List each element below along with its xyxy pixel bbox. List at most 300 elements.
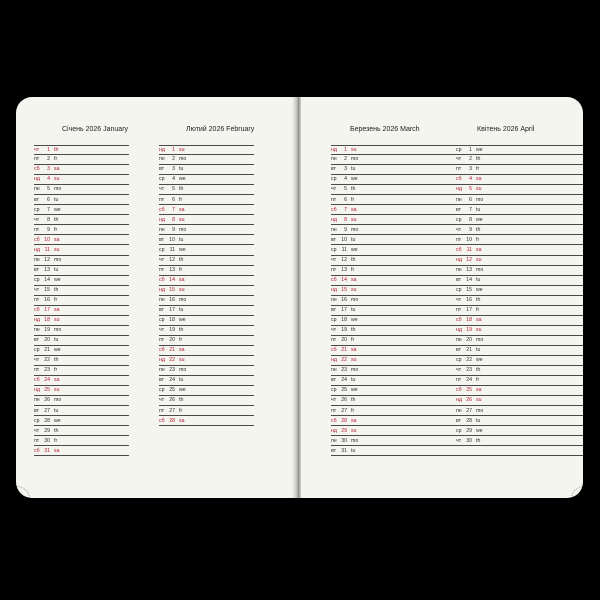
weekday-en: sa xyxy=(54,447,60,454)
weekday-en: we xyxy=(179,387,186,394)
day-row xyxy=(159,326,254,336)
day-number: 21 xyxy=(169,347,175,354)
day-number: 8 xyxy=(47,216,50,223)
weekday-en: th xyxy=(476,367,481,374)
weekday-abbr: чт xyxy=(34,216,40,223)
day-number: 17 xyxy=(169,307,175,314)
weekday-en: sa xyxy=(476,317,482,324)
weekday-en: su xyxy=(476,327,482,334)
day-number: 25 xyxy=(169,387,175,394)
weekday-en: tu xyxy=(476,417,481,424)
weekday-en: we xyxy=(476,427,483,434)
day-number: 6 xyxy=(344,196,347,203)
weekday-abbr: вт xyxy=(159,307,165,314)
day-number: 18 xyxy=(466,317,472,324)
weekday-en: fr xyxy=(179,196,183,203)
day-number: 25 xyxy=(341,387,347,394)
weekday-abbr: сб xyxy=(456,387,462,394)
weekday-abbr: пт xyxy=(456,377,462,384)
weekday-en: su xyxy=(179,286,185,293)
day-number: 14 xyxy=(169,276,175,283)
weekday-abbr: вт xyxy=(331,166,337,173)
weekday-abbr: чт xyxy=(331,327,337,334)
day-row xyxy=(159,205,254,215)
day-number: 4 xyxy=(172,176,175,183)
day-number: 26 xyxy=(341,397,347,404)
weekday-en: mo xyxy=(351,367,359,374)
day-number: 23 xyxy=(466,367,472,374)
day-row xyxy=(159,175,254,185)
weekday-abbr: чт xyxy=(456,156,462,163)
day-row xyxy=(159,266,254,276)
day-row xyxy=(34,256,129,266)
day-row xyxy=(456,225,552,235)
day-number: 3 xyxy=(47,166,50,173)
day-number: 20 xyxy=(341,337,347,344)
day-number: 30 xyxy=(341,437,347,444)
weekday-en: mo xyxy=(54,186,62,193)
weekday-en: su xyxy=(179,357,185,364)
weekday-en: we xyxy=(476,286,483,293)
weekday-abbr: вт xyxy=(331,307,337,314)
day-number: 23 xyxy=(341,367,347,374)
day-number: 24 xyxy=(466,377,472,384)
day-number: 19 xyxy=(466,327,472,334)
weekday-en: th xyxy=(54,286,59,293)
weekday-abbr: сб xyxy=(34,307,40,314)
day-number: 2 xyxy=(469,156,472,163)
weekday-abbr: пт xyxy=(456,236,462,243)
weekday-en: sa xyxy=(179,206,185,213)
weekday-abbr: нд xyxy=(34,176,40,183)
day-row xyxy=(34,386,129,396)
weekday-abbr: вт xyxy=(456,206,462,213)
day-row xyxy=(159,286,254,296)
weekday-en: su xyxy=(54,317,60,324)
day-number: 10 xyxy=(44,236,50,243)
day-row xyxy=(456,215,552,225)
day-row xyxy=(34,416,129,426)
weekday-en: tu xyxy=(179,166,184,173)
weekday-en: sa xyxy=(54,377,60,384)
day-number: 18 xyxy=(169,317,175,324)
weekday-en: we xyxy=(351,176,358,183)
weekday-en: fr xyxy=(476,307,480,314)
day-number: 15 xyxy=(44,286,50,293)
day-number: 4 xyxy=(344,176,347,183)
day-row xyxy=(456,245,552,255)
day-number: 4 xyxy=(47,176,50,183)
weekday-en: mo xyxy=(351,156,359,163)
weekday-en: th xyxy=(351,327,356,334)
day-row xyxy=(159,366,254,376)
weekday-abbr: пн xyxy=(34,397,40,404)
day-number: 1 xyxy=(47,147,50,154)
weekday-en: th xyxy=(476,156,481,163)
day-number: 1 xyxy=(172,147,175,154)
day-row xyxy=(456,286,552,296)
weekday-en: th xyxy=(54,357,59,364)
day-number: 17 xyxy=(466,307,472,314)
day-number: 26 xyxy=(44,397,50,404)
weekday-abbr: сб xyxy=(456,317,462,324)
day-row xyxy=(456,426,552,436)
day-number: 5 xyxy=(344,186,347,193)
day-row xyxy=(456,175,552,185)
weekday-abbr: чт xyxy=(34,427,40,434)
weekday-en: tu xyxy=(54,337,59,344)
day-row xyxy=(34,286,129,296)
day-row xyxy=(159,376,254,386)
day-row xyxy=(159,165,254,175)
weekday-abbr: пн xyxy=(331,367,337,374)
weekday-abbr: пн xyxy=(34,256,40,263)
day-number: 28 xyxy=(341,417,347,424)
day-row xyxy=(34,266,129,276)
day-number: 16 xyxy=(341,297,347,303)
weekday-en: mo xyxy=(476,196,484,203)
weekday-en: th xyxy=(351,186,356,193)
weekday-abbr: нд xyxy=(34,246,40,253)
weekday-en: we xyxy=(54,347,61,354)
weekday-abbr: пн xyxy=(456,196,462,203)
day-number: 20 xyxy=(466,337,472,344)
day-row xyxy=(159,235,254,245)
day-number: 29 xyxy=(341,427,347,434)
day-row xyxy=(456,235,552,245)
weekday-en: sa xyxy=(179,347,185,354)
day-row xyxy=(34,426,129,436)
weekday-abbr: пт xyxy=(34,156,40,163)
day-row xyxy=(456,195,552,205)
weekday-en: fr xyxy=(54,437,58,444)
weekday-abbr: пт xyxy=(159,266,165,273)
day-number: 20 xyxy=(44,337,50,344)
day-number: 1 xyxy=(344,147,347,154)
weekday-abbr: пт xyxy=(34,226,40,233)
weekday-en: tu xyxy=(476,276,481,283)
weekday-en: tu xyxy=(351,377,356,384)
day-row xyxy=(34,326,129,336)
weekday-abbr: ср xyxy=(34,276,40,283)
weekday-en: mo xyxy=(179,156,187,163)
weekday-abbr: ср xyxy=(456,286,462,293)
weekday-en: mo xyxy=(54,397,62,404)
weekday-abbr: ср xyxy=(456,216,462,223)
weekday-en: su xyxy=(476,186,482,193)
weekday-en: tu xyxy=(476,347,481,354)
day-row xyxy=(34,356,129,366)
day-number: 13 xyxy=(466,266,472,273)
weekday-en: sa xyxy=(54,236,60,243)
weekday-en: tu xyxy=(351,307,356,314)
day-number: 13 xyxy=(44,266,50,273)
weekday-abbr: вт xyxy=(34,266,40,273)
day-number: 2 xyxy=(344,156,347,163)
weekday-en: tu xyxy=(476,206,481,213)
weekday-abbr: пн xyxy=(159,297,165,303)
weekday-abbr: ср xyxy=(34,347,40,354)
day-number: 10 xyxy=(169,236,175,243)
day-row xyxy=(159,215,254,225)
weekday-en: tu xyxy=(351,166,356,173)
weekday-en: mo xyxy=(54,327,62,334)
month-title-february: Лютий 2026 February xyxy=(186,126,255,133)
day-number: 8 xyxy=(469,216,472,223)
weekday-abbr: чт xyxy=(331,186,337,193)
day-number: 21 xyxy=(341,347,347,354)
weekday-en: sa xyxy=(179,276,185,283)
day-number: 14 xyxy=(341,276,347,283)
day-number: 6 xyxy=(47,196,50,203)
day-row xyxy=(456,266,552,276)
weekday-en: we xyxy=(54,276,61,283)
month-title-january: Січень 2026 January xyxy=(62,126,129,133)
weekday-abbr: пн xyxy=(159,367,165,374)
weekday-en: tu xyxy=(179,236,184,243)
day-number: 6 xyxy=(469,196,472,203)
weekday-abbr: пн xyxy=(456,337,462,344)
weekday-abbr: сб xyxy=(159,276,165,283)
day-number: 22 xyxy=(44,357,50,364)
weekday-abbr: нд xyxy=(331,216,337,223)
day-number: 29 xyxy=(44,427,50,434)
day-number: 23 xyxy=(44,367,50,374)
weekday-abbr: ср xyxy=(159,387,165,394)
weekday-en: we xyxy=(179,317,186,324)
weekday-abbr: нд xyxy=(456,186,462,193)
day-number: 28 xyxy=(466,417,472,424)
weekday-en: we xyxy=(476,216,483,223)
weekday-en: mo xyxy=(476,407,484,414)
day-number: 23 xyxy=(169,367,175,374)
day-row xyxy=(159,195,254,205)
weekday-abbr: вт xyxy=(331,377,337,384)
weekday-en: tu xyxy=(351,236,356,243)
weekday-abbr: пт xyxy=(159,337,165,344)
weekday-en: th xyxy=(54,147,59,154)
weekday-abbr: пн xyxy=(456,407,462,414)
day-number: 7 xyxy=(344,206,347,213)
day-row xyxy=(456,436,552,446)
day-row xyxy=(456,296,552,306)
day-row xyxy=(159,145,254,155)
day-number: 2 xyxy=(47,156,50,163)
day-row xyxy=(456,155,552,165)
day-number: 27 xyxy=(44,407,50,414)
day-number: 17 xyxy=(341,307,347,314)
day-row xyxy=(456,326,552,336)
weekday-abbr: ср xyxy=(34,417,40,424)
day-number: 7 xyxy=(172,206,175,213)
weekday-abbr: вт xyxy=(34,407,40,414)
weekday-abbr: пн xyxy=(456,266,462,273)
day-row xyxy=(159,396,254,406)
weekday-en: we xyxy=(351,387,358,394)
day-row xyxy=(34,165,129,175)
weekday-en: th xyxy=(351,256,356,263)
weekday-en: tu xyxy=(179,377,184,384)
weekday-abbr: сб xyxy=(159,206,165,213)
weekday-abbr: ср xyxy=(331,246,337,253)
day-row xyxy=(456,396,552,406)
weekday-en: fr xyxy=(179,337,183,344)
weekday-en: sa xyxy=(351,347,357,354)
day-row xyxy=(34,446,129,456)
weekday-en: th xyxy=(54,216,59,223)
weekday-abbr: сб xyxy=(331,276,337,283)
day-number: 31 xyxy=(44,447,50,454)
weekday-abbr: пн xyxy=(331,156,337,163)
day-row xyxy=(456,306,552,316)
planner-spread xyxy=(16,97,583,498)
weekday-abbr: ср xyxy=(159,246,165,253)
weekday-abbr: чт xyxy=(456,437,462,444)
day-row xyxy=(456,316,552,326)
weekday-abbr: чт xyxy=(159,327,165,334)
day-number: 26 xyxy=(169,397,175,404)
day-row xyxy=(159,245,254,255)
day-row xyxy=(34,145,129,155)
weekday-abbr: вт xyxy=(159,166,165,173)
day-row xyxy=(159,416,254,426)
month-title-april: Квітень 2026 April xyxy=(477,126,535,133)
weekday-abbr: нд xyxy=(456,327,462,334)
weekday-en: we xyxy=(351,246,358,253)
weekday-abbr: пн xyxy=(34,327,40,334)
weekday-abbr: пн xyxy=(159,156,165,163)
day-row xyxy=(159,225,254,235)
weekday-en: fr xyxy=(54,367,58,374)
right-page xyxy=(301,97,583,498)
weekday-en: sa xyxy=(54,166,60,173)
weekday-abbr: пт xyxy=(331,266,337,273)
day-row xyxy=(159,256,254,266)
day-number: 30 xyxy=(466,437,472,444)
left-page xyxy=(16,97,296,498)
day-row xyxy=(34,336,129,346)
weekday-abbr: ср xyxy=(159,317,165,324)
weekday-en: su xyxy=(54,246,60,253)
day-number: 5 xyxy=(469,186,472,193)
day-row xyxy=(456,356,552,366)
weekday-abbr: чт xyxy=(456,226,462,233)
weekday-abbr: пт xyxy=(456,166,462,173)
day-number: 12 xyxy=(466,256,472,263)
weekday-abbr: пт xyxy=(331,407,337,414)
weekday-en: th xyxy=(476,297,481,303)
weekday-abbr: ср xyxy=(331,387,337,394)
weekday-abbr: пн xyxy=(331,226,337,233)
weekday-en: su xyxy=(351,216,357,223)
day-number: 18 xyxy=(341,317,347,324)
day-row xyxy=(34,316,129,326)
weekday-en: th xyxy=(179,397,184,404)
day-number: 10 xyxy=(466,236,472,243)
day-number: 16 xyxy=(466,297,472,303)
weekday-abbr: нд xyxy=(159,357,165,364)
weekday-en: sa xyxy=(179,417,185,424)
weekday-en: we xyxy=(179,246,186,253)
day-row xyxy=(159,155,254,165)
weekday-abbr: чт xyxy=(34,286,40,293)
day-number: 9 xyxy=(172,226,175,233)
day-number: 5 xyxy=(172,186,175,193)
weekday-abbr: ср xyxy=(331,176,337,183)
weekday-en: su xyxy=(351,357,357,364)
weekday-en: su xyxy=(54,387,60,394)
weekday-abbr: ср xyxy=(331,317,337,324)
month-title-march: Березень 2026 March xyxy=(350,126,420,133)
weekday-abbr: чт xyxy=(159,397,165,404)
day-row xyxy=(456,336,552,346)
day-number: 6 xyxy=(172,196,175,203)
day-number: 1 xyxy=(469,147,472,154)
day-row xyxy=(456,276,552,286)
day-row xyxy=(159,306,254,316)
weekday-en: fr xyxy=(351,266,355,273)
weekday-abbr: сб xyxy=(34,447,40,454)
weekday-en: sa xyxy=(476,387,482,394)
weekday-en: fr xyxy=(476,377,480,384)
day-number: 19 xyxy=(341,327,347,334)
day-row xyxy=(34,155,129,165)
day-number: 5 xyxy=(47,186,50,193)
weekday-en: we xyxy=(351,317,358,324)
day-number: 24 xyxy=(44,377,50,384)
weekday-en: fr xyxy=(351,337,355,344)
weekday-en: sa xyxy=(351,206,357,213)
day-row xyxy=(34,205,129,215)
weekday-en: th xyxy=(476,226,481,233)
weekday-en: fr xyxy=(476,236,480,243)
weekday-abbr: сб xyxy=(331,347,337,354)
weekday-abbr: чт xyxy=(456,367,462,374)
weekday-en: tu xyxy=(351,447,356,454)
day-number: 16 xyxy=(44,297,50,303)
day-number: 12 xyxy=(44,256,50,263)
day-row xyxy=(159,346,254,356)
weekday-abbr: нд xyxy=(34,387,40,394)
day-row xyxy=(34,406,129,416)
weekday-en: fr xyxy=(179,266,183,273)
day-number: 15 xyxy=(169,286,175,293)
weekday-en: fr xyxy=(54,226,58,233)
weekday-abbr: пн xyxy=(159,226,165,233)
day-number: 10 xyxy=(341,236,347,243)
day-number: 15 xyxy=(341,286,347,293)
weekday-en: su xyxy=(476,256,482,263)
day-number: 8 xyxy=(172,216,175,223)
day-number: 24 xyxy=(341,377,347,384)
weekday-abbr: вт xyxy=(331,447,337,454)
weekday-abbr: пт xyxy=(34,297,40,303)
weekday-abbr: нд xyxy=(159,286,165,293)
day-number: 14 xyxy=(44,276,50,283)
weekday-abbr: чт xyxy=(331,397,337,404)
weekday-en: sa xyxy=(476,246,482,253)
day-row xyxy=(159,356,254,366)
weekday-en: sa xyxy=(351,417,357,424)
day-row xyxy=(456,165,552,175)
day-row xyxy=(159,336,254,346)
weekday-en: mo xyxy=(179,297,187,303)
day-row xyxy=(159,386,254,396)
weekday-en: fr xyxy=(179,407,183,414)
weekday-abbr: нд xyxy=(159,216,165,223)
day-row xyxy=(456,376,552,386)
weekday-abbr: пн xyxy=(331,297,337,303)
